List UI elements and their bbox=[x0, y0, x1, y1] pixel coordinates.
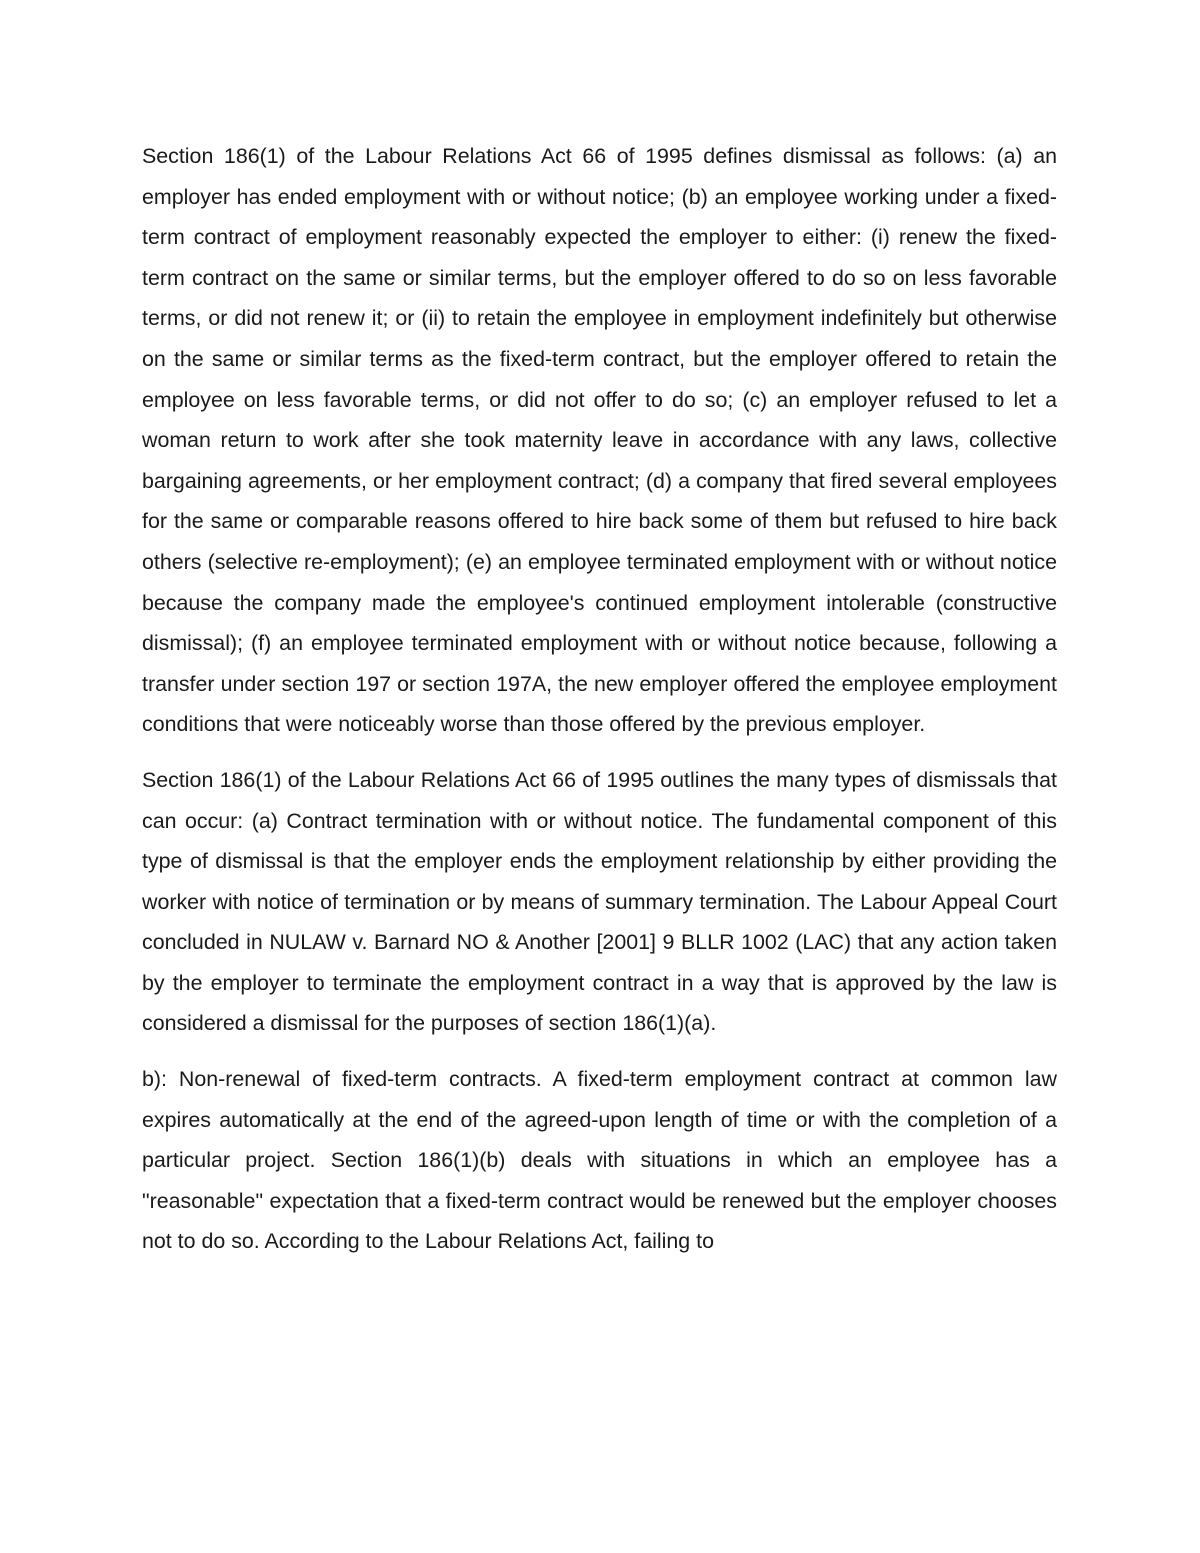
paragraph-fixed-term-contracts: b): Non-renewal of fixed-term contracts. A fixed-term employment contract at common law expires automatically at the end of the agreed-upon length of time or with the completion of a particular project. Section 186(1)(b) deals with situations in which an employee has a "reasonable" expectation that a fixed-term contract would be renewed but the employer chooses not to do so. According to the Labour Relations Act, failing to bbox=[142, 1067, 1057, 1254]
document-body bbox=[142, 136, 1057, 1262]
paragraph-dismissal-definition: Section 186(1) of the Labour Relations Act 66 of 1995 defines dismissal as follows: (a) an employer has ended employment with or without notice; (b) an employee working under a fixed-term contract of employment reasonably expected the employer to either: (i) renew the fixed-term contract on the same or similar terms, but the employer offered to do so on less favorable terms, or did not renew it; or (ii) to retain the employee in employment indefinitely but otherwise on the same or similar terms as the fixed-term contract, but the employer offered to retain the employee on less favorable terms, or did not offer to do so; (c) an employer refused to let a woman return to work after she took maternity leave in accordance with any laws, collective bargaining agreements, or her employment contract; (d) a company that fired several employees for the same or comparable reasons offered to hire back some of them but refused to hire back others (selective re-employment); (e) an employee terminated employment with or without notice because the company made the employee's continued employment intolerable (constructive dismissal); (f) an employee terminated employment with or without notice because, following a transfer under section 197 or section 197A, the new employer offered the employee employment conditions that were noticeably worse than those offered by the previous employer. bbox=[142, 144, 1057, 737]
paragraph-dismissal-types: Section 186(1) of the Labour Relations Act 66 of 1995 outlines the many types of dismissals that can occur: (a) Contract termination with or without notice. The fundamental component of this type of dismissal is that the employer ends the employment relationship by either providing the worker with notice of termination or by means of summary termination. The Labour Appeal Court concluded in NULAW v. Barnard NO & Another [2001] 9 BLLR 1002 (LAC) that any action taken by the employer to terminate the employment contract in a way that is approved by the law is considered a dismissal for the purposes of section 186(1)(a). bbox=[142, 767, 1057, 1036]
